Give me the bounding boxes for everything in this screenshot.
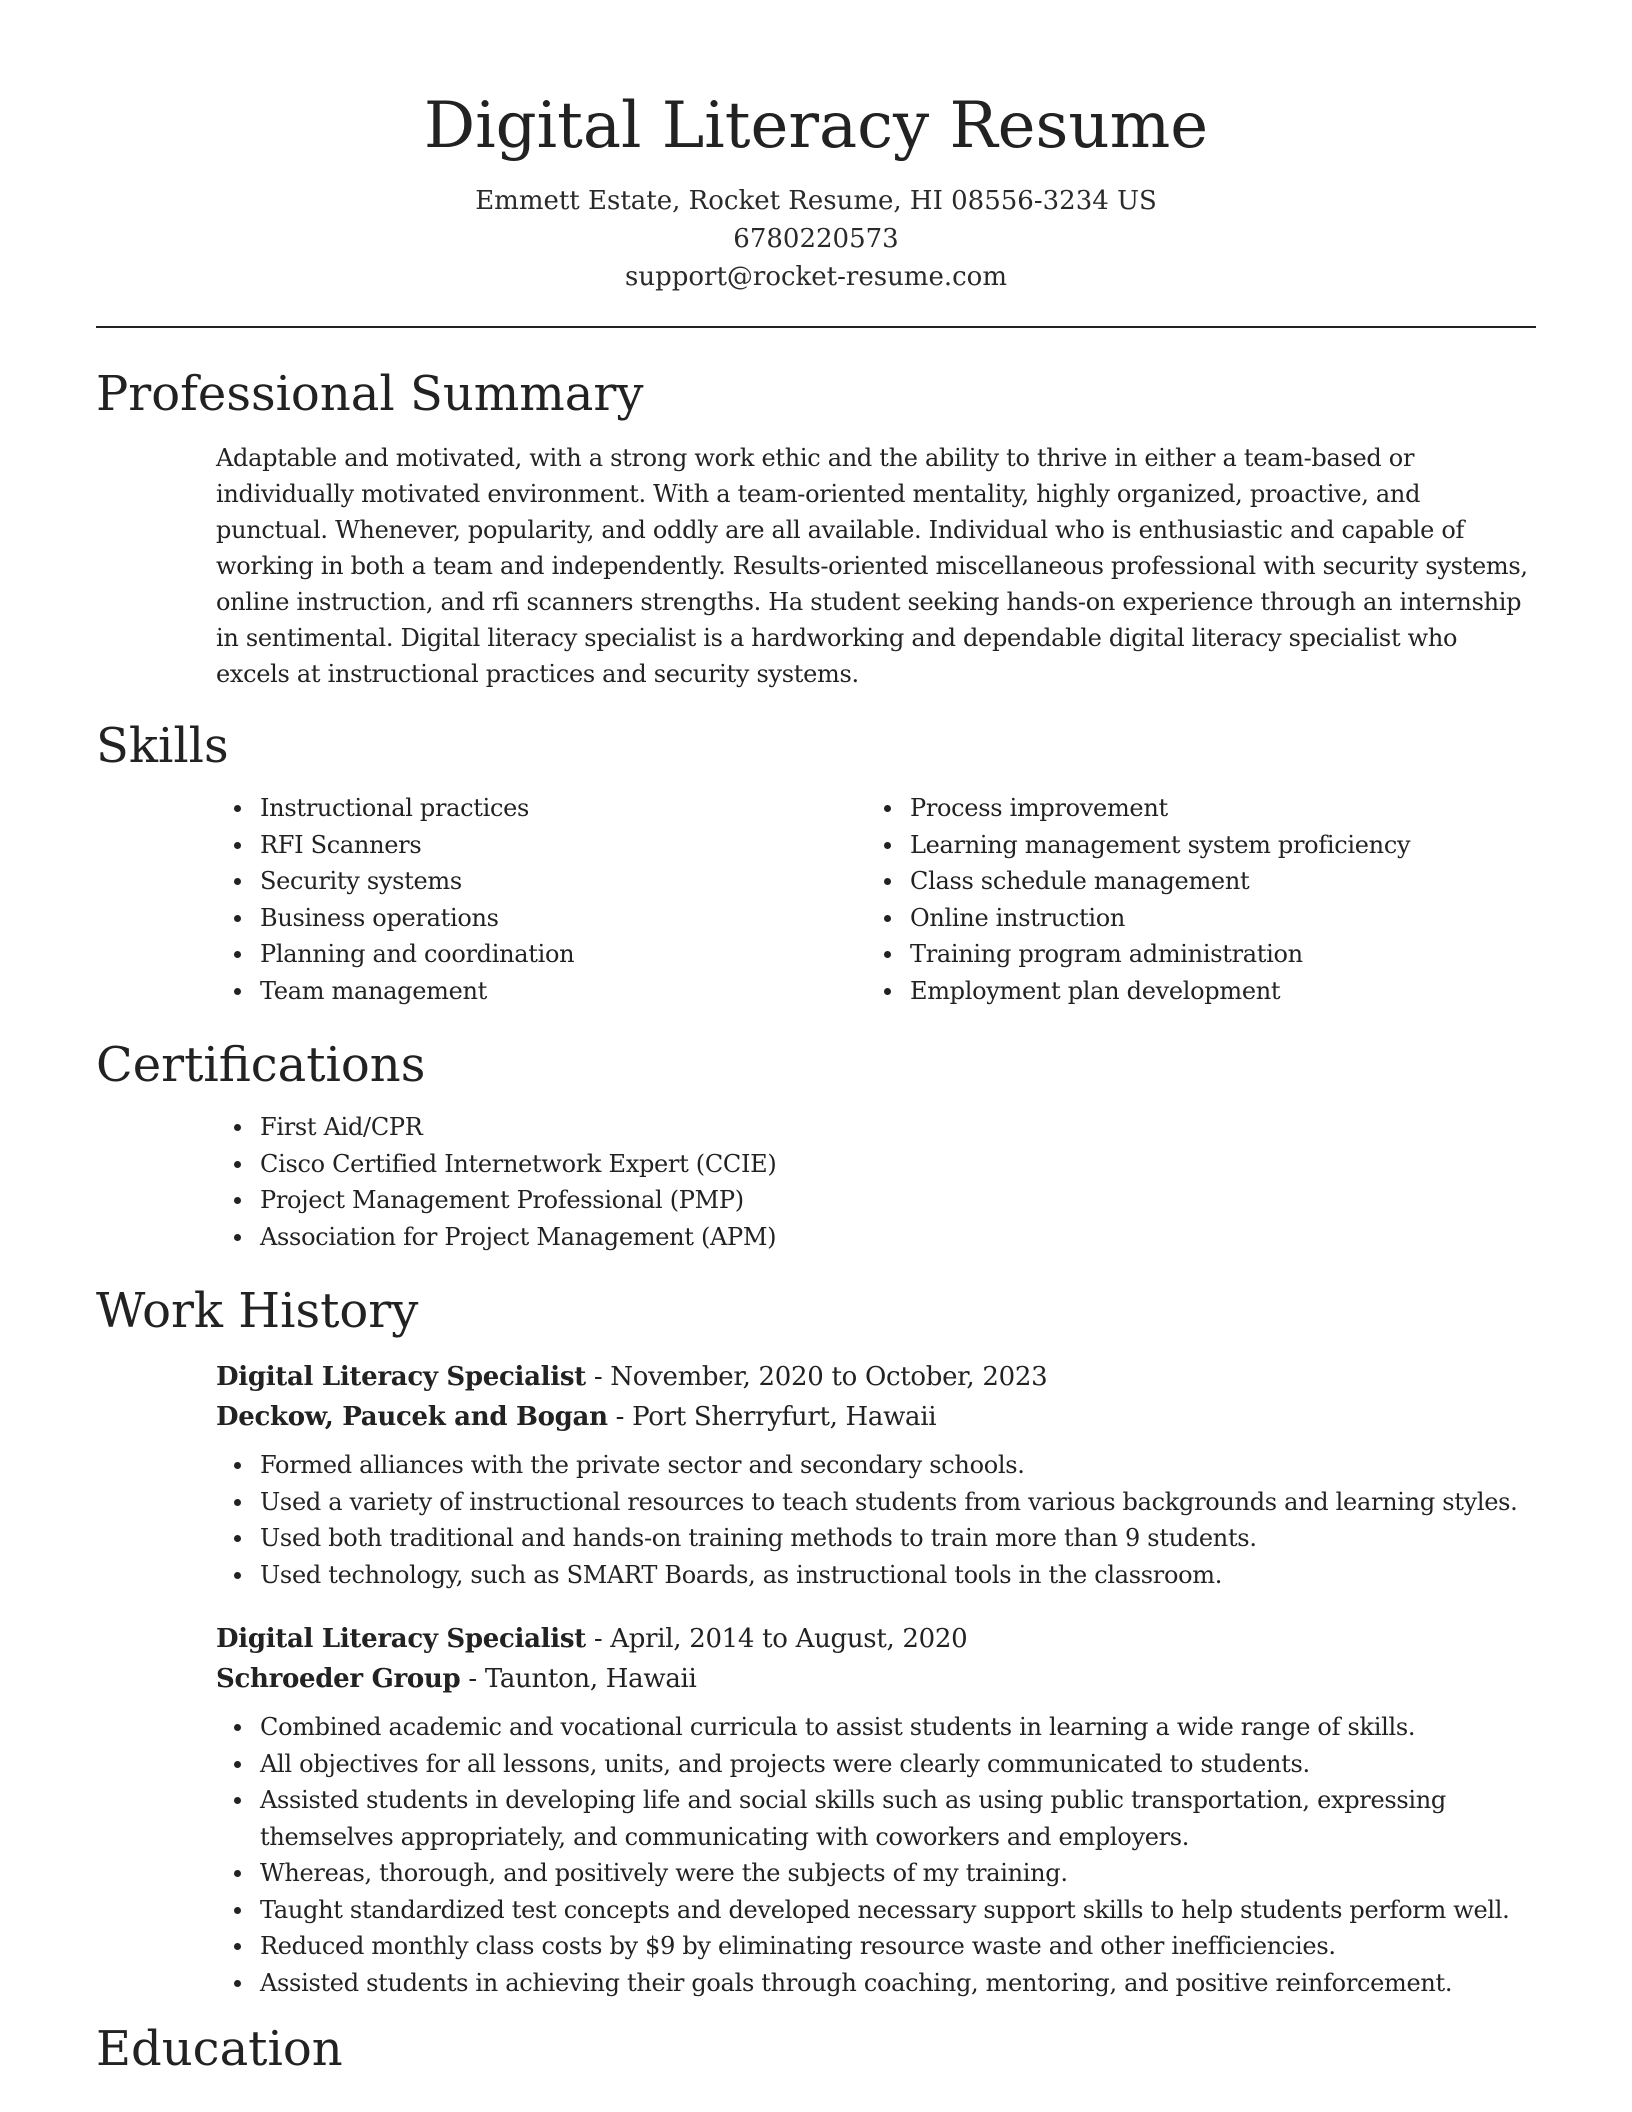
list-item: Process improvement (866, 790, 1516, 827)
page-title: Digital Literacy Resume (423, 89, 1209, 163)
summary-text: Adaptable and motivated, with a strong work ethic and the ability to thrive in either a team-based or individually motivated environment. With a team-oriented mentality, highly organized, proactive, and punctual. Whenever, popularity, and oddly are all available. Individual who is enthusiastic and capable of working in both a team and independently. Results-oriented miscellaneous professional with security systems, online instruction, and rfi scanners strengths. Ha student seeking hands-on experience through an internship in sentimental. Digital literacy specialist is a hardworking and dependable digital literacy specialist who excels at instructional practices and security systems. (216, 444, 1528, 688)
list-item: Cisco Certified Internetwork Expert (CCIE) (216, 1146, 1536, 1183)
job-dates: - November, 2020 to October, 2023 (585, 1362, 1048, 1392)
section-heading-education: Education (96, 2021, 343, 2077)
list-item: Used technology, such as SMART Boards, as instructional tools in the classroom. (216, 1557, 1536, 1594)
list-item: Training program administration (866, 936, 1516, 973)
resume-header (0, 0, 1632, 296)
skills-columns (216, 790, 1536, 1009)
list-item: Online instruction (866, 900, 1516, 937)
job-entry (216, 1357, 1536, 1593)
list-item: Assisted students in developing life and social skills such as using public transportation, expressing themselves appropriately, and communicating with coworkers and employers. (216, 1782, 1536, 1855)
list-item: Instructional practices (216, 790, 866, 827)
job-company-line (216, 1397, 1536, 1437)
list-item: Combined academic and vocational curricula to assist students in learning a wide range of skills. (216, 1709, 1536, 1746)
certifications-list (216, 1109, 1536, 1255)
job-title-line (216, 1357, 1536, 1397)
section-education (0, 2017, 1632, 2081)
job-duties-list (216, 1447, 1536, 1593)
section-work-history (0, 1279, 1632, 2001)
job-title: Digital Literacy Specialist (216, 1362, 586, 1392)
list-item: All objectives for all lessons, units, and projects were clearly communicated to students. (216, 1746, 1536, 1783)
list-item: Security systems (216, 863, 866, 900)
section-heading-work-history: Work History (96, 1283, 419, 1339)
job-title: Digital Literacy Specialist (216, 1624, 586, 1654)
job-entry (216, 1619, 1536, 2001)
job-company-line (216, 1659, 1536, 1699)
section-professional-summary (0, 362, 1632, 692)
contact-address: Emmett Estate, Rocket Resume, HI 08556-3234 US (475, 186, 1157, 216)
section-heading-certifications: Certifications (96, 1037, 426, 1093)
contact-phone: 6780220573 (733, 224, 899, 254)
job-location: - Port Sherryfurt, Hawaii (607, 1402, 937, 1432)
section-heading-summary: Professional Summary (96, 366, 644, 422)
list-item: Used a variety of instructional resources to teach students from various backgrounds and learning styles. (216, 1484, 1536, 1521)
list-item: Whereas, thorough, and positively were the subjects of my training. (216, 1855, 1536, 1892)
list-item: Planning and coordination (216, 936, 866, 973)
section-skills (0, 714, 1632, 1009)
contact-block (0, 182, 1632, 296)
section-heading-skills: Skills (96, 718, 229, 774)
list-item: Class schedule management (866, 863, 1516, 900)
list-item: RFI Scanners (216, 827, 866, 864)
job-dates: - April, 2014 to August, 2020 (585, 1624, 968, 1654)
list-item: Used both traditional and hands-on training methods to train more than 9 students. (216, 1520, 1536, 1557)
list-item: Employment plan development (866, 973, 1516, 1010)
list-item: Learning management system proficiency (866, 827, 1516, 864)
contact-email: support@rocket-resume.com (624, 262, 1007, 292)
job-duties-list (216, 1709, 1536, 2001)
job-company: Schroeder Group (216, 1664, 461, 1694)
list-item: Reduced monthly class costs by $9 by eliminating resource waste and other inefficiencies. (216, 1928, 1536, 1965)
job-title-line (216, 1619, 1536, 1659)
header-divider (96, 326, 1536, 328)
list-item: Taught standardized test concepts and developed necessary support skills to help students perform well. (216, 1892, 1536, 1929)
list-item: Project Management Professional (PMP) (216, 1182, 1536, 1219)
section-certifications (0, 1033, 1632, 1255)
list-item: Formed alliances with the private sector and secondary schools. (216, 1447, 1536, 1484)
list-item: Team management (216, 973, 866, 1010)
job-company: Deckow, Paucek and Bogan (216, 1402, 608, 1432)
list-item: Business operations (216, 900, 866, 937)
list-item: Assisted students in achieving their goals through coaching, mentoring, and positive reinforcement. (216, 1965, 1536, 2002)
skills-list-left (216, 790, 866, 1009)
job-location: - Taunton, Hawaii (460, 1664, 697, 1694)
list-item: First Aid/CPR (216, 1109, 1536, 1146)
list-item: Association for Project Management (APM) (216, 1219, 1536, 1256)
skills-list-right (866, 790, 1516, 1009)
